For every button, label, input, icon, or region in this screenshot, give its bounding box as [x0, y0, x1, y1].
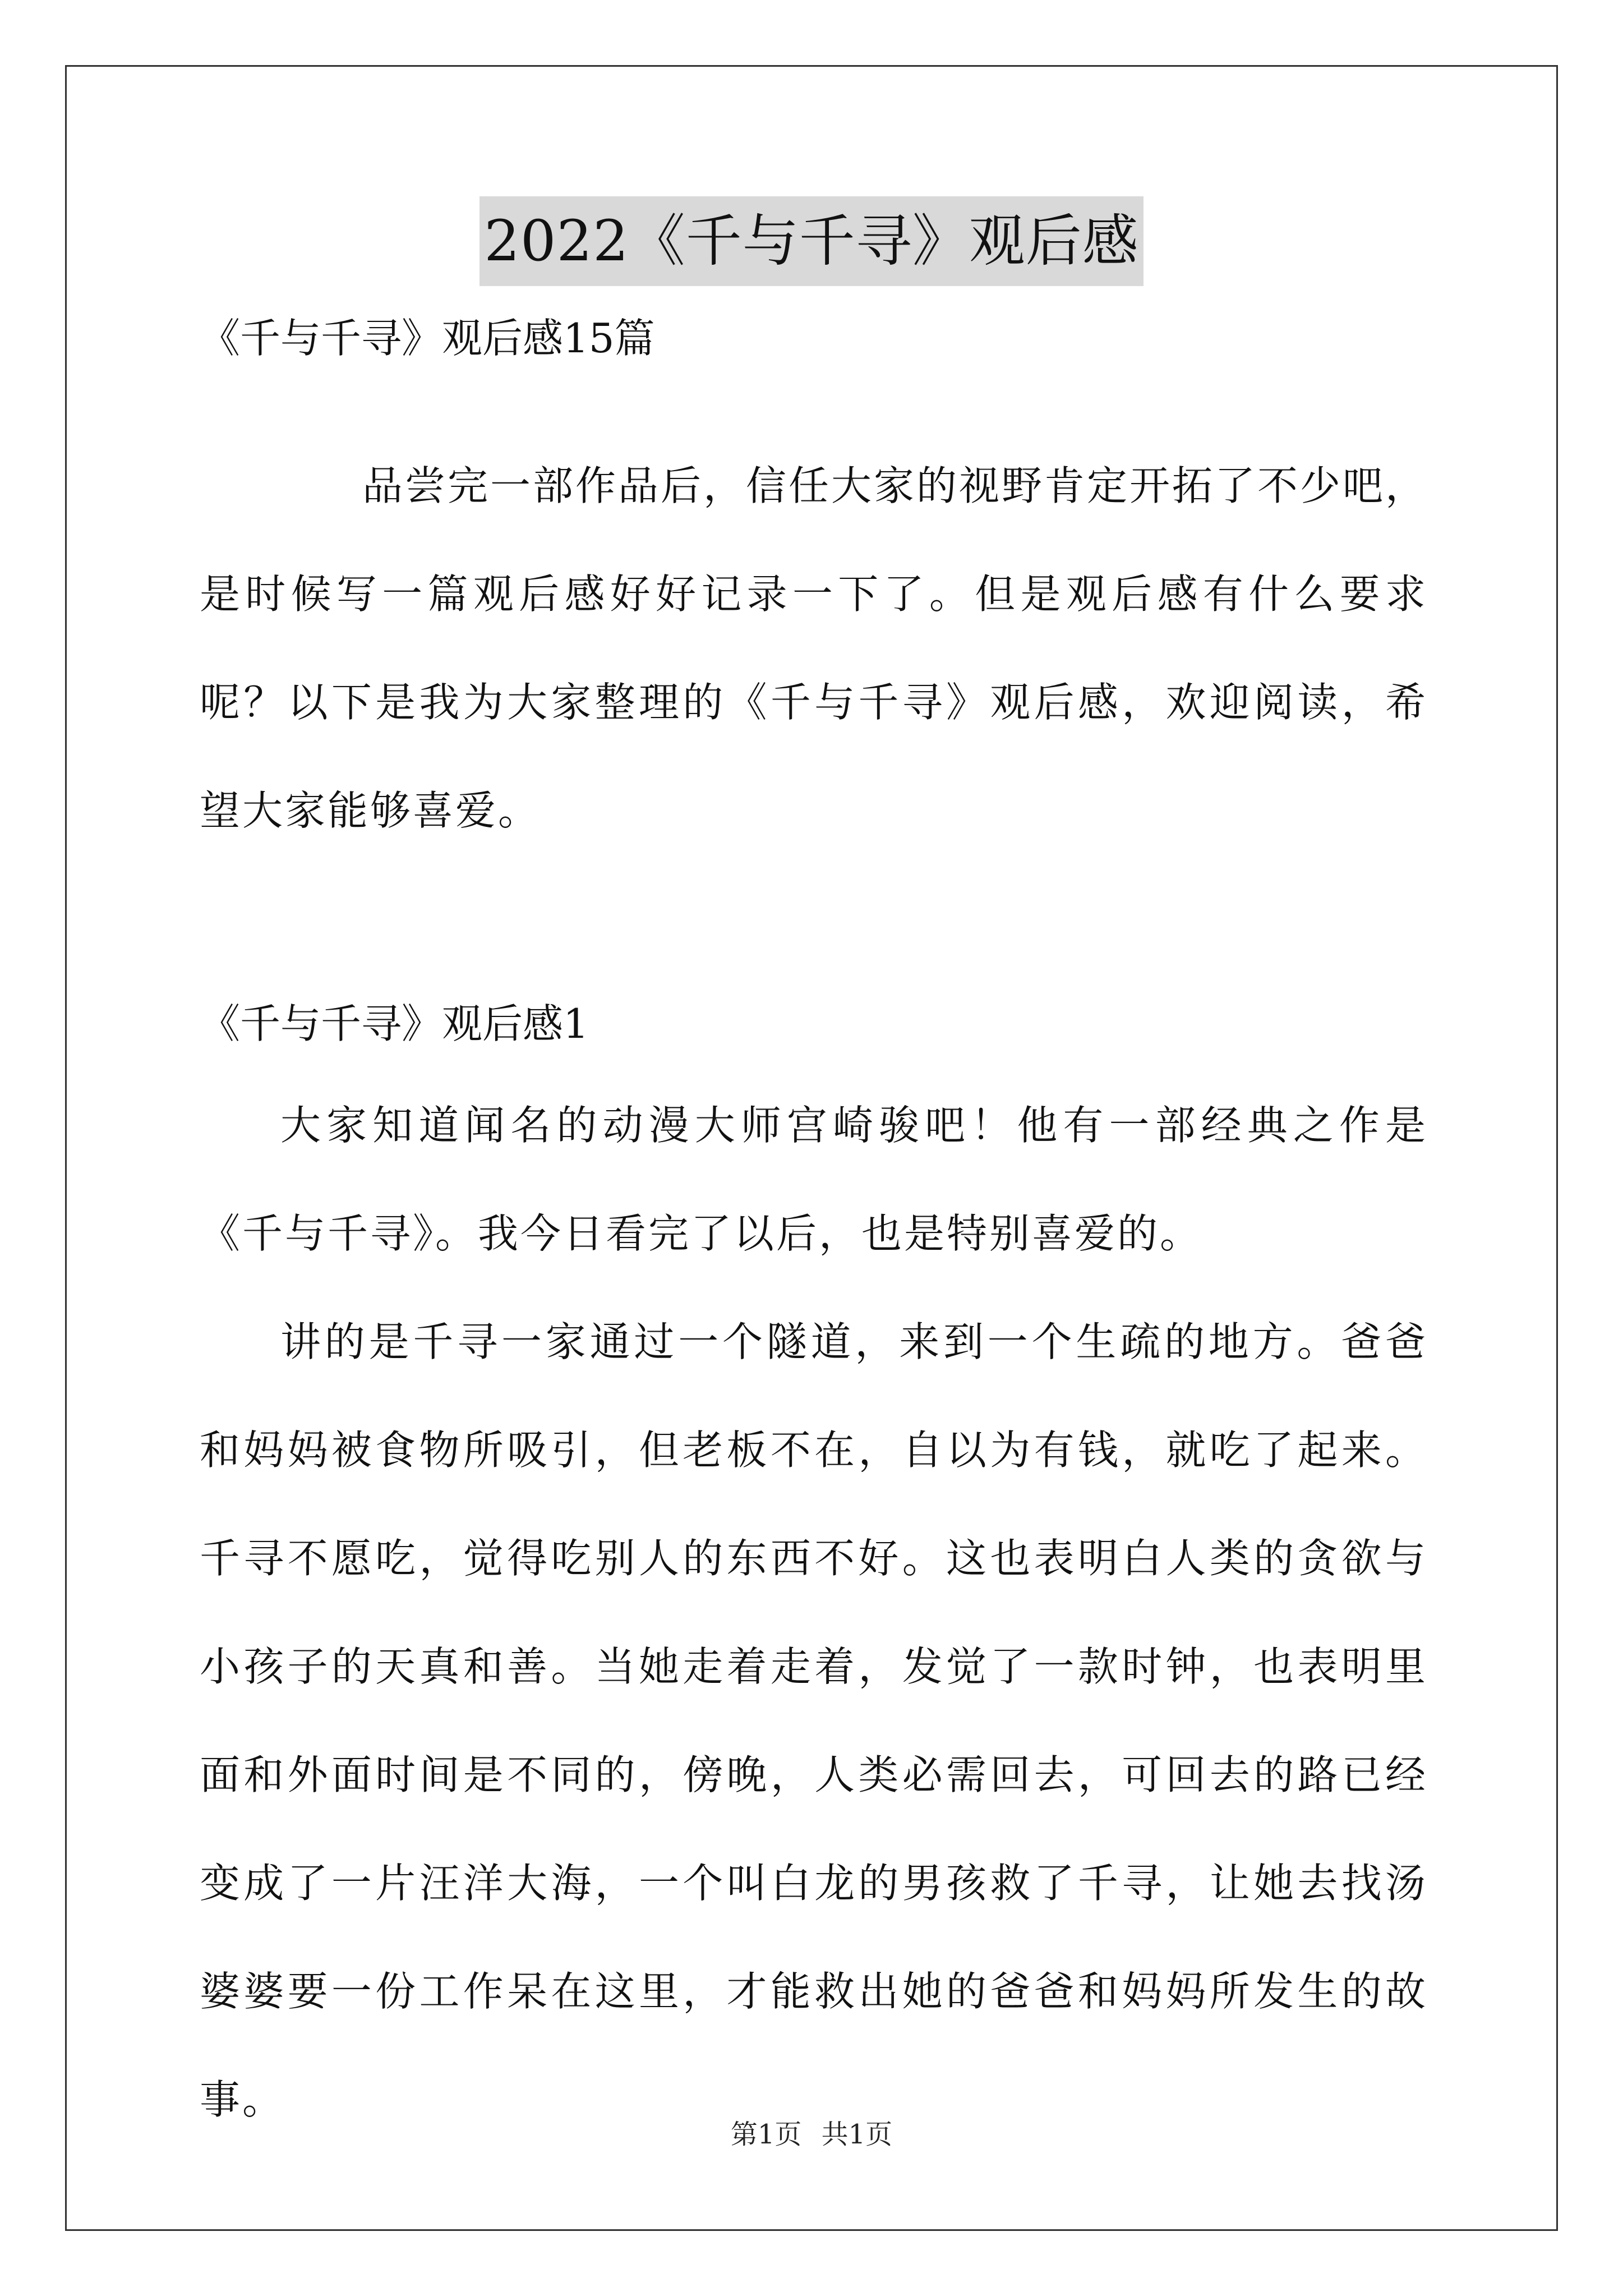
title-container	[0, 196, 1623, 286]
document-subtitle: 《千与千寻》观后感15篇	[200, 315, 655, 362]
page-total: 共1页	[821, 2119, 893, 2150]
section-heading: 《千与千寻》观后感1	[200, 1000, 589, 1047]
body-paragraph-2: 讲的是千寻一家通过一个隧道，来到一个生疏的地方。爸爸和妈妈被食物所吸引，但老板不在，自以为有钱，就吃了起来。千寻不愿吃，觉得吃别人的东西不好。这也表明白人类的贪欲与小孩子的天真和善。当她走着走着，发觉了一款时钟，也表明里面和外面时间是不同的，傍晚，人类必需回去，可回去的路已经变成了一片汪洋大海，一个叫白龙的男孩救了千寻，让她去找汤婆婆要一份工作呆在这里，才能救出她的爸爸和妈妈所发生的故事。	[200, 1318, 1428, 2123]
intro-paragraph: 品尝完一部作品后，信任大家的视野肯定开拓了不少吧，是时候写一篇观后感好好记录一下了。但是观后感有什么要求呢？以下是我为大家整理的《千与千寻》观后感，欢迎阅读，希望大家能够喜爱。	[200, 462, 1428, 834]
page-footer	[0, 2115, 1623, 2154]
document-title: 2022《千与千寻》观后感	[479, 196, 1144, 286]
page-number: 第1页	[730, 2119, 802, 2150]
body-paragraph-1: 大家知道闻名的动漫大师宫崎骏吧！他有一部经典之作是《千与千寻》。我今日看完了以后，也是特别喜爱的。	[200, 1102, 1428, 1257]
